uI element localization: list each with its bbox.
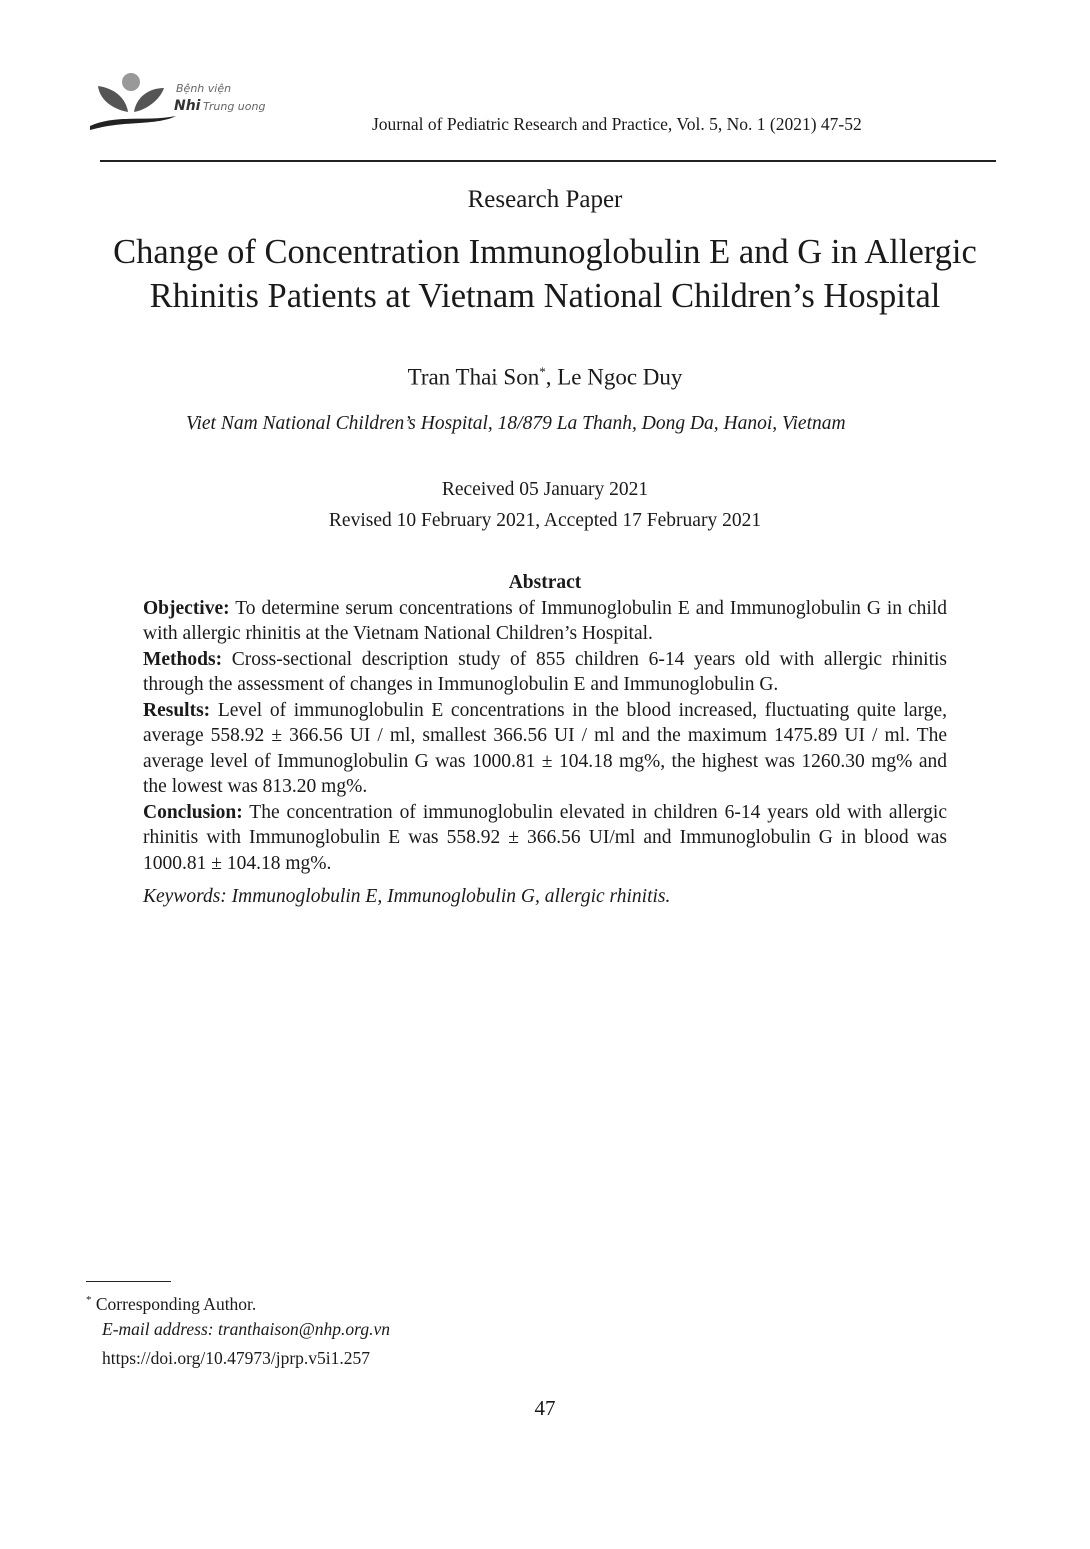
email-address[interactable]: E-mail address: tranthaison@nhp.org.vn [102,1318,390,1339]
footnote-mark: * [86,1294,92,1306]
journal-citation: Journal of Pediatric Research and Practice, Vol. 5, No. 1 (2021) 47-52 [372,114,862,134]
svg-text:Trung uong: Trung uong [203,100,266,113]
hospital-logo [86,70,286,136]
authors [0,364,1090,391]
conclusion-label: Conclusion: [143,801,243,823]
results-text: Level of immunoglobulin E concentrations in the blood increased, fluctuating quite large, average 558.92 ± 366.56 UI / ml, smallest 366.56 UI / ml and the maximum 1475.89 UI / ml. The average level of Immunoglobulin G was 1000.81 ± 104.18 mg%, the highest was 1260.30 mg% and the lowest was 813.20 mg%. [143,699,947,797]
dates [0,474,1090,536]
page-number: 47 [534,1396,556,1420]
abstract-heading: Abstract [508,572,582,593]
conclusion [143,800,947,877]
received-date: Received 05 January 2021 [441,479,649,500]
svg-text:Bệnh viện: Bệnh viện [176,82,232,95]
corresponding-author: Corresponding Author. [91,1293,257,1314]
results [143,698,947,800]
header-rule [100,160,996,162]
paper-type: Research Paper [467,186,623,213]
author-1: Tran Thai Son [407,364,540,390]
abstract [143,570,947,910]
title-line-2: Rhinitis Patients at Vietnam National Children’s Hospital [149,277,941,315]
doi-link[interactable]: https://doi.org/10.47973/jprp.v5i1.257 [102,1348,371,1368]
results-label: Results: [143,699,211,721]
paper-title [60,230,1030,318]
objective-text: To determine serum concentrations of Immunoglobulin E and Immunoglobulin G in child with allergic rhinitis at the Vietnam National Children’s Hospital. [143,597,947,644]
conclusion-text: The concentration of immunoglobulin elevated in children 6-14 years old with allergic rhinitis with Immunoglobulin E was 558.92 ± 366.56 UI/ml and Immunoglobulin G in blood was 1000.81 ± 104.18 mg%. [143,801,947,874]
footnote-rule [86,1281,171,1282]
affiliation: Viet Nam National Children’s Hospital, 18/879 La Thanh, Dong Da, Hanoi, Vietnam [186,413,846,434]
footnote [86,1288,390,1342]
objective [143,596,947,647]
methods [143,647,947,698]
corresponding-mark: * [539,364,546,379]
revised-accepted-date: Revised 10 February 2021, Accepted 17 February 2021 [328,510,762,531]
author-2: , Le Ngoc Duy [545,364,683,390]
objective-label: Objective: [143,597,230,619]
methods-text: Cross-sectional description study of 855 children 6-14 years old with allergic rhinitis through the assessment of changes in Immunoglobulin E and Immunoglobulin G. [143,648,947,695]
title-line-1: Change of Concentration Immunoglobulin E and G in Allergic [113,233,977,271]
keywords: Keywords: Immunoglobulin E, Immunoglobulin G, allergic rhinitis. [143,886,671,907]
svg-text:Nhi: Nhi [174,98,201,114]
methods-label: Methods: [143,648,223,670]
